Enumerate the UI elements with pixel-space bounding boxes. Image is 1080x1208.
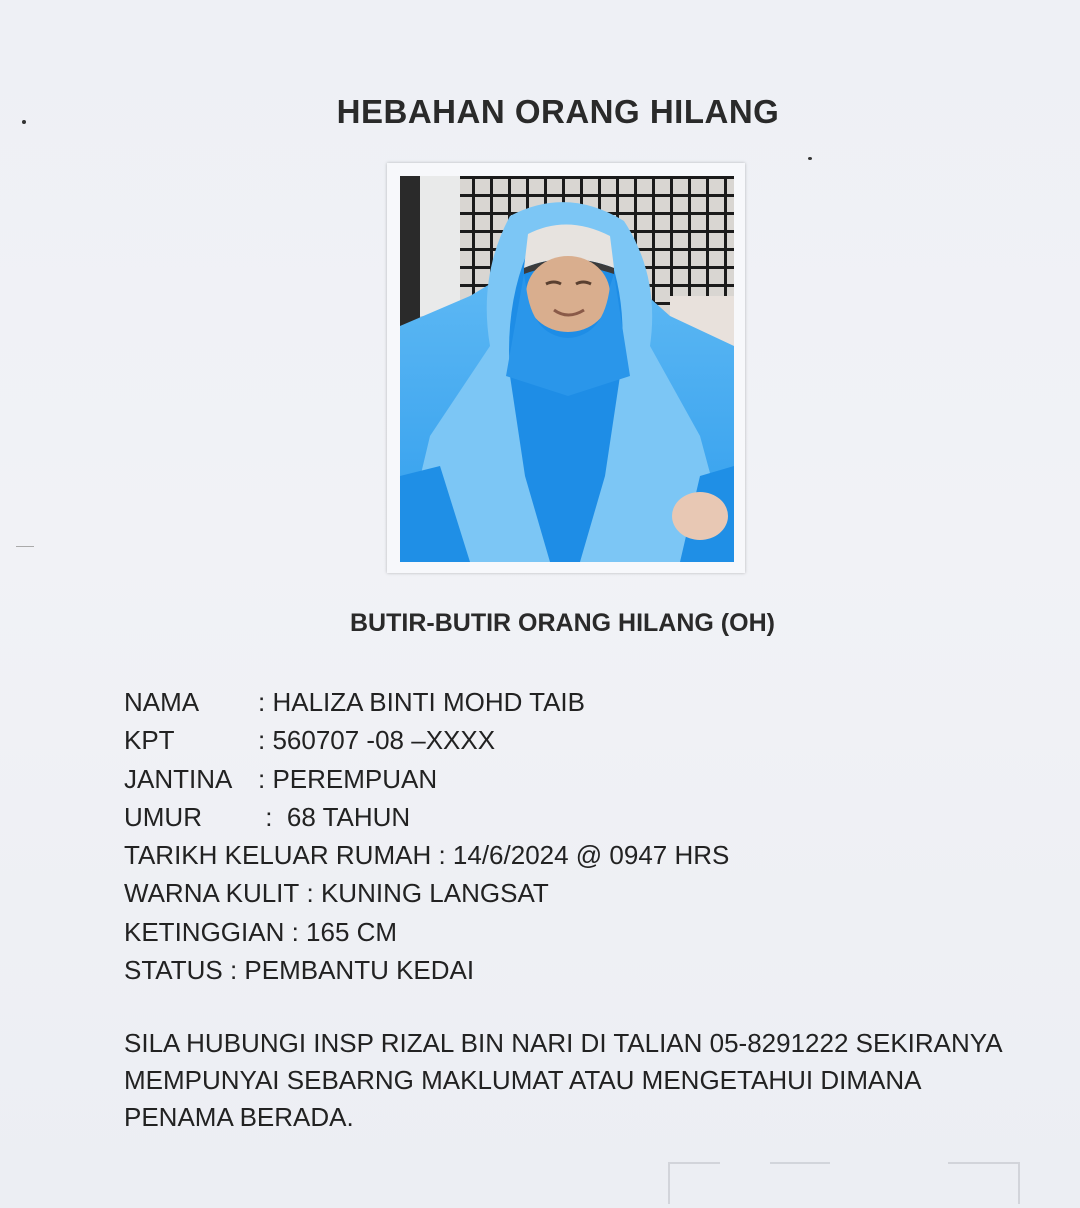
detail-label: TARIKH KELUAR RUMAH: [124, 840, 432, 871]
detail-label: JANTINA: [124, 763, 233, 794]
contact-notice: [124, 1025, 1044, 1136]
detail-separator: :: [258, 763, 273, 794]
detail-value: 68 TAHUN: [286, 801, 411, 832]
detail-label: KETINGGIAN: [124, 916, 285, 947]
detail-separator: :: [258, 687, 273, 717]
detail-value: 165 CM: [306, 916, 398, 947]
notice-line: MEMPUNYAI SEBARNG MAKLUMAT ATAU MENGETAHUI DIMANA: [124, 1065, 922, 1095]
detail-row-jantina: [124, 760, 729, 798]
missing-person-photo-icon: [400, 176, 734, 562]
faint-scan-mark: [770, 1162, 830, 1204]
faint-scan-mark: [948, 1162, 1020, 1204]
scan-speck: [808, 157, 812, 160]
scan-speck: [16, 546, 34, 547]
detail-value: PEREMPUAN: [272, 763, 438, 794]
detail-value: KUNING LANGSAT: [320, 878, 549, 909]
detail-separator: :: [222, 955, 245, 986]
notice-line: PENAMA BERADA.: [124, 1102, 354, 1132]
detail-label: WARNA KULIT: [124, 878, 300, 909]
detail-separator: :: [258, 725, 273, 756]
faint-scan-mark: [668, 1162, 720, 1204]
detail-row-warna-kulit: [124, 874, 729, 912]
detail-value: HALIZA BINTI MOHD TAIB: [272, 687, 585, 717]
detail-label: STATUS: [124, 955, 223, 986]
detail-row-ketinggian: [124, 913, 729, 951]
detail-label: NAMA: [124, 687, 200, 717]
detail-separator: :: [258, 801, 287, 832]
detail-label: KPT: [124, 725, 175, 756]
detail-row-status: [124, 951, 729, 989]
page-title: HEBAHAN ORANG HILANG: [336, 93, 780, 130]
detail-row-tarikh: [124, 836, 729, 874]
detail-separator: :: [431, 840, 453, 871]
detail-value: 560707 -08 –XXXX: [272, 725, 496, 756]
detail-value: 14/6/2024 @ 0947 HRS: [452, 840, 730, 871]
detail-separator: :: [299, 878, 321, 909]
details-list: [124, 683, 729, 989]
detail-label: UMUR: [124, 801, 202, 832]
detail-row-umur: [124, 798, 729, 836]
detail-separator: :: [284, 916, 307, 947]
detail-value: PEMBANTU KEDAI: [244, 955, 475, 986]
missing-person-photo: [400, 176, 734, 562]
detail-row-nama: [124, 683, 729, 721]
notice-line: SILA HUBUNGI INSP RIZAL BIN NARI DI TALIAN 05-8291222 SEKIRANYA: [124, 1028, 1003, 1058]
detail-row-kpt: [124, 721, 729, 759]
details-heading: BUTIR-BUTIR ORANG HILANG (OH): [350, 609, 775, 637]
